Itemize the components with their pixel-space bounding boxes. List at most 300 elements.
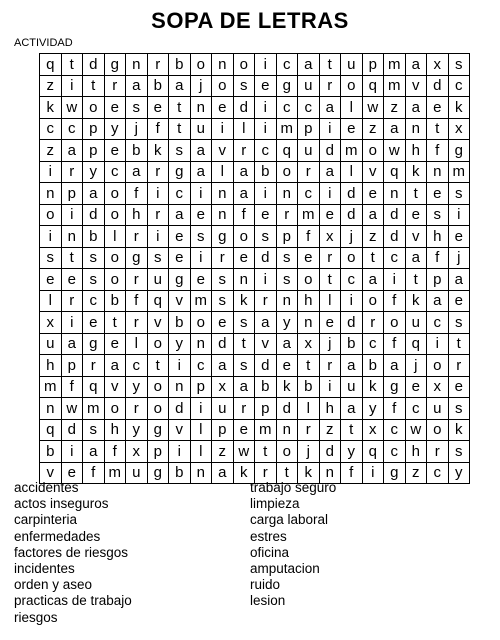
grid-cell: e xyxy=(405,376,427,398)
grid-cell: x xyxy=(298,333,320,355)
grid-cell: f xyxy=(384,290,406,312)
grid-cell: a xyxy=(233,183,255,205)
grid-cell: h xyxy=(104,419,126,441)
grid-row xyxy=(40,75,470,97)
grid-cell: i xyxy=(319,118,341,140)
grid-cell: d xyxy=(319,441,341,463)
grid-row xyxy=(40,269,470,291)
grid-cell: s xyxy=(448,441,470,463)
grid-cell: x xyxy=(126,441,148,463)
grid-cell: k xyxy=(298,462,320,484)
grid-cell: e xyxy=(61,269,83,291)
grid-cell: g xyxy=(212,226,234,248)
grid-cell: g xyxy=(169,161,191,183)
grid-cell: w xyxy=(405,419,427,441)
grid-cell: i xyxy=(61,312,83,334)
grid-cell: c xyxy=(298,97,320,119)
grid-cell: a xyxy=(362,204,384,226)
grid-cell: r xyxy=(448,355,470,377)
grid-cell: v xyxy=(212,140,234,162)
grid-cell: s xyxy=(276,269,298,291)
grid-cell: a xyxy=(212,355,234,377)
grid-cell: s xyxy=(126,97,148,119)
grid-cell: x xyxy=(40,312,62,334)
grid-cell: z xyxy=(40,75,62,97)
grid-cell: a xyxy=(83,441,105,463)
grid-cell: h xyxy=(405,140,427,162)
grid-cell: a xyxy=(427,290,449,312)
grid-cell: c xyxy=(61,118,83,140)
grid-cell: f xyxy=(233,204,255,226)
grid-cell: i xyxy=(362,462,384,484)
grid-cell: o xyxy=(83,97,105,119)
grid-cell: r xyxy=(427,441,449,463)
grid-cell: a xyxy=(61,140,83,162)
grid-cell: s xyxy=(276,247,298,269)
grid-cell: e xyxy=(233,419,255,441)
grid-cell: f xyxy=(384,333,406,355)
grid-cell: c xyxy=(255,140,277,162)
grid-cell: o xyxy=(147,333,169,355)
grid-cell: e xyxy=(190,204,212,226)
grid-cell: x xyxy=(427,54,449,76)
grid-cell: n xyxy=(276,290,298,312)
grid-cell: k xyxy=(147,140,169,162)
word-list-right xyxy=(250,480,336,610)
grid-cell: b xyxy=(362,355,384,377)
grid-cell: q xyxy=(40,54,62,76)
grid-cell: e xyxy=(104,140,126,162)
grid-cell: c xyxy=(384,247,406,269)
grid-row xyxy=(40,441,470,463)
grid-cell: h xyxy=(298,290,320,312)
grid-cell: t xyxy=(362,247,384,269)
grid-cell: t xyxy=(427,118,449,140)
grid-cell: b xyxy=(169,462,191,484)
grid-cell: k xyxy=(405,290,427,312)
grid-cell: r xyxy=(126,312,148,334)
grid-cell: q xyxy=(40,419,62,441)
grid-cell: a xyxy=(233,161,255,183)
word-item: estres xyxy=(250,528,287,544)
grid-cell: a xyxy=(384,118,406,140)
grid-cell: c xyxy=(40,118,62,140)
grid-cell: t xyxy=(61,54,83,76)
grid-cell: m xyxy=(448,161,470,183)
grid-cell: v xyxy=(40,462,62,484)
grid-cell: x xyxy=(319,226,341,248)
grid-cell: t xyxy=(169,97,191,119)
grid-cell: r xyxy=(61,290,83,312)
grid-cell: a xyxy=(126,75,148,97)
grid-cell: v xyxy=(104,376,126,398)
grid-cell: g xyxy=(384,376,406,398)
grid-cell: i xyxy=(61,75,83,97)
grid-cell: s xyxy=(233,75,255,97)
grid-cell: p xyxy=(83,118,105,140)
grid-cell: t xyxy=(104,312,126,334)
grid-cell: o xyxy=(276,161,298,183)
grid-cell: f xyxy=(427,247,449,269)
grid-cell: a xyxy=(319,97,341,119)
grid-cell: e xyxy=(104,97,126,119)
grid-cell: h xyxy=(405,441,427,463)
grid-cell: o xyxy=(233,54,255,76)
grid-cell: u xyxy=(341,54,363,76)
grid-cell: e xyxy=(147,97,169,119)
grid-cell: g xyxy=(83,333,105,355)
grid-cell: k xyxy=(405,161,427,183)
grid-cell: n xyxy=(190,97,212,119)
grid-cell: s xyxy=(427,204,449,226)
grid-cell: p xyxy=(83,140,105,162)
grid-cell: d xyxy=(341,183,363,205)
grid-cell: q xyxy=(83,376,105,398)
grid-cell: i xyxy=(255,97,277,119)
grid-cell: r xyxy=(147,54,169,76)
grid-cell: r xyxy=(233,398,255,420)
grid-cell: c xyxy=(427,462,449,484)
grid-cell: o xyxy=(190,312,212,334)
grid-cell: r xyxy=(126,226,148,248)
grid-cell: l xyxy=(40,290,62,312)
grid-cell: y xyxy=(104,118,126,140)
grid-row xyxy=(40,333,470,355)
grid-cell: i xyxy=(169,441,191,463)
grid-cell: e xyxy=(169,226,191,248)
grid-cell: q xyxy=(405,333,427,355)
grid-row xyxy=(40,183,470,205)
grid-row xyxy=(40,419,470,441)
grid-cell: o xyxy=(147,398,169,420)
grid-cell: c xyxy=(276,97,298,119)
grid-cell: o xyxy=(190,54,212,76)
grid-cell: n xyxy=(190,333,212,355)
grid-cell: p xyxy=(276,226,298,248)
word-item: accidentes xyxy=(14,480,79,495)
grid-row xyxy=(40,54,470,76)
grid-row xyxy=(40,97,470,119)
grid-cell: s xyxy=(255,226,277,248)
grid-cell: k xyxy=(448,97,470,119)
grid-cell: e xyxy=(405,204,427,226)
grid-row xyxy=(40,118,470,140)
grid-cell: e xyxy=(255,204,277,226)
grid-cell: i xyxy=(255,54,277,76)
grid-cell: r xyxy=(319,75,341,97)
grid-cell: a xyxy=(169,204,191,226)
grid-cell: s xyxy=(169,140,191,162)
grid-cell: q xyxy=(384,161,406,183)
grid-cell: m xyxy=(341,140,363,162)
grid-cell: q xyxy=(362,441,384,463)
grid-cell: w xyxy=(61,398,83,420)
grid-cell: a xyxy=(319,161,341,183)
grid-cell: n xyxy=(298,312,320,334)
grid-cell: l xyxy=(212,161,234,183)
grid-cell: g xyxy=(276,75,298,97)
grid-cell: r xyxy=(61,161,83,183)
grid-cell: p xyxy=(190,376,212,398)
grid-cell: o xyxy=(233,226,255,248)
grid-row xyxy=(40,398,470,420)
activity-label: ACTIVIDAD xyxy=(14,37,73,49)
grid-cell: v xyxy=(405,226,427,248)
grid-cell: l xyxy=(319,290,341,312)
grid-row xyxy=(40,290,470,312)
grid-cell: y xyxy=(362,398,384,420)
grid-cell: b xyxy=(83,226,105,248)
grid-cell: o xyxy=(362,290,384,312)
grid-row xyxy=(40,161,470,183)
grid-cell: i xyxy=(169,355,191,377)
grid-cell: i xyxy=(190,183,212,205)
grid-cell: t xyxy=(319,54,341,76)
grid-row xyxy=(40,312,470,334)
grid-cell: d xyxy=(255,355,277,377)
grid-cell: w xyxy=(362,97,384,119)
grid-cell: z xyxy=(40,140,62,162)
grid-cell: j xyxy=(190,75,212,97)
grid-cell: r xyxy=(212,247,234,269)
grid-cell: r xyxy=(126,269,148,291)
grid-cell: c xyxy=(427,312,449,334)
grid-cell: a xyxy=(190,140,212,162)
grid-cell: n xyxy=(319,462,341,484)
grid-cell: a xyxy=(405,54,427,76)
grid-cell: g xyxy=(147,462,169,484)
grid-cell: k xyxy=(448,419,470,441)
grid-cell: c xyxy=(104,161,126,183)
grid-cell: x xyxy=(362,419,384,441)
grid-cell: k xyxy=(233,290,255,312)
grid-cell: r xyxy=(362,312,384,334)
grid-cell: d xyxy=(212,333,234,355)
grid-cell: i xyxy=(40,226,62,248)
grid-cell: e xyxy=(190,269,212,291)
grid-cell: m xyxy=(276,118,298,140)
grid-cell: w xyxy=(61,97,83,119)
grid-cell: l xyxy=(233,118,255,140)
grid-cell: r xyxy=(255,290,277,312)
grid-cell: f xyxy=(298,226,320,248)
grid-cell: n xyxy=(212,183,234,205)
grid-cell: p xyxy=(255,398,277,420)
grid-cell: s xyxy=(212,269,234,291)
grid-cell: b xyxy=(104,290,126,312)
grid-cell: e xyxy=(40,269,62,291)
grid-cell: e xyxy=(212,97,234,119)
word-item: factores de riesgos xyxy=(14,544,129,560)
grid-cell: i xyxy=(61,441,83,463)
grid-cell: o xyxy=(362,140,384,162)
grid-cell: s xyxy=(233,312,255,334)
grid-cell: d xyxy=(83,54,105,76)
grid-cell: m xyxy=(384,75,406,97)
grid-cell: o xyxy=(298,269,320,291)
grid-cell: n xyxy=(276,419,298,441)
word-item: limpieza xyxy=(250,496,300,512)
grid-cell: z xyxy=(212,441,234,463)
grid-cell: a xyxy=(384,355,406,377)
grid-cell: e xyxy=(341,118,363,140)
grid-cell: z xyxy=(384,97,406,119)
grid-row xyxy=(40,376,470,398)
word-item: lesion xyxy=(250,593,286,609)
grid-cell: c xyxy=(384,419,406,441)
grid-cell: c xyxy=(341,269,363,291)
grid-cell: c xyxy=(362,333,384,355)
grid-cell: s xyxy=(233,355,255,377)
grid-cell: k xyxy=(233,462,255,484)
grid-cell: f xyxy=(427,140,449,162)
grid-cell: s xyxy=(448,398,470,420)
grid-cell: v xyxy=(147,312,169,334)
grid-cell: u xyxy=(341,376,363,398)
grid-cell: b xyxy=(126,140,148,162)
grid-cell: i xyxy=(448,204,470,226)
grid-cell: m xyxy=(190,290,212,312)
grid-cell: i xyxy=(147,226,169,248)
grid-cell: t xyxy=(233,333,255,355)
grid-cell: o xyxy=(104,183,126,205)
grid-cell: i xyxy=(384,269,406,291)
grid-cell: z xyxy=(362,118,384,140)
grid-cell: r xyxy=(83,355,105,377)
grid-cell: t xyxy=(169,118,191,140)
grid-row xyxy=(40,204,470,226)
grid-cell: o xyxy=(40,204,62,226)
grid-cell: i xyxy=(427,333,449,355)
grid-cell: r xyxy=(276,204,298,226)
grid-cell: i xyxy=(190,247,212,269)
grid-cell: o xyxy=(427,419,449,441)
grid-cell: g xyxy=(448,140,470,162)
grid-cell: w xyxy=(233,441,255,463)
grid-cell: o xyxy=(147,376,169,398)
grid-cell: i xyxy=(40,161,62,183)
word-search-grid xyxy=(39,53,470,484)
grid-cell: s xyxy=(147,247,169,269)
grid-cell: s xyxy=(448,54,470,76)
grid-cell: u xyxy=(40,333,62,355)
grid-cell: d xyxy=(319,140,341,162)
grid-cell: a xyxy=(298,54,320,76)
grid-cell: t xyxy=(147,355,169,377)
grid-cell: f xyxy=(341,462,363,484)
grid-cell: e xyxy=(448,376,470,398)
grid-cell: t xyxy=(405,269,427,291)
grid-row xyxy=(40,140,470,162)
grid-cell: u xyxy=(126,462,148,484)
grid-cell: d xyxy=(169,398,191,420)
grid-cell: e xyxy=(298,247,320,269)
grid-cell: d xyxy=(83,204,105,226)
page-title: SOPA DE LETRAS xyxy=(151,8,349,33)
grid-cell: v xyxy=(405,75,427,97)
grid-cell: a xyxy=(405,97,427,119)
grid-cell: i xyxy=(61,204,83,226)
grid-cell: u xyxy=(298,75,320,97)
grid-cell: n xyxy=(169,376,191,398)
grid-cell: q xyxy=(362,75,384,97)
grid-row xyxy=(40,247,470,269)
grid-cell: g xyxy=(169,269,191,291)
grid-cell: i xyxy=(255,269,277,291)
grid-cell: e xyxy=(212,312,234,334)
grid-cell: e xyxy=(448,226,470,248)
grid-cell: c xyxy=(298,183,320,205)
grid-cell: n xyxy=(212,54,234,76)
grid-cell: a xyxy=(61,333,83,355)
grid-cell: t xyxy=(255,441,277,463)
grid-cell: d xyxy=(233,97,255,119)
grid-cell: r xyxy=(147,204,169,226)
grid-cell: n xyxy=(61,226,83,248)
grid-row xyxy=(40,355,470,377)
grid-cell: x xyxy=(427,376,449,398)
grid-cell: s xyxy=(40,247,62,269)
grid-cell: f xyxy=(83,462,105,484)
grid-cell: l xyxy=(190,441,212,463)
grid-cell: a xyxy=(104,355,126,377)
grid-cell: d xyxy=(255,247,277,269)
grid-cell: p xyxy=(298,118,320,140)
grid-cell: r xyxy=(298,161,320,183)
grid-cell: f xyxy=(126,183,148,205)
grid-cell: b xyxy=(40,441,62,463)
grid-cell: r xyxy=(298,419,320,441)
grid-cell: p xyxy=(61,355,83,377)
grid-cell: v xyxy=(362,161,384,183)
grid-cell: o xyxy=(104,204,126,226)
grid-cell: u xyxy=(405,312,427,334)
grid-cell: s xyxy=(190,226,212,248)
word-item: carga laboral xyxy=(250,512,329,528)
grid-cell: y xyxy=(126,376,148,398)
grid-cell: v xyxy=(169,290,191,312)
grid-cell: l xyxy=(126,333,148,355)
grid-cell: y xyxy=(126,419,148,441)
grid-cell: o xyxy=(341,247,363,269)
word-item: trabajo seguro xyxy=(250,480,337,495)
grid-cell: c xyxy=(169,183,191,205)
grid-cell: t xyxy=(298,355,320,377)
grid-cell: u xyxy=(147,269,169,291)
grid-cell: a xyxy=(233,376,255,398)
grid-cell: p xyxy=(147,441,169,463)
grid-cell: r xyxy=(126,398,148,420)
grid-cell: v xyxy=(169,419,191,441)
grid-cell: e xyxy=(169,247,191,269)
grid-cell: d xyxy=(276,398,298,420)
grid-cell: e xyxy=(448,290,470,312)
grid-cell: z xyxy=(319,419,341,441)
grid-cell: m xyxy=(40,376,62,398)
grid-cell: c xyxy=(276,54,298,76)
grid-cell: e xyxy=(233,247,255,269)
word-item: amputacion xyxy=(250,560,320,576)
grid-cell: o xyxy=(341,75,363,97)
grid-cell: a xyxy=(169,75,191,97)
grid-cell: q xyxy=(147,290,169,312)
grid-cell: l xyxy=(190,419,212,441)
grid-cell: n xyxy=(190,462,212,484)
grid-cell: f xyxy=(126,290,148,312)
grid-cell: e xyxy=(319,312,341,334)
grid-cell: u xyxy=(298,140,320,162)
grid-cell: y xyxy=(276,312,298,334)
